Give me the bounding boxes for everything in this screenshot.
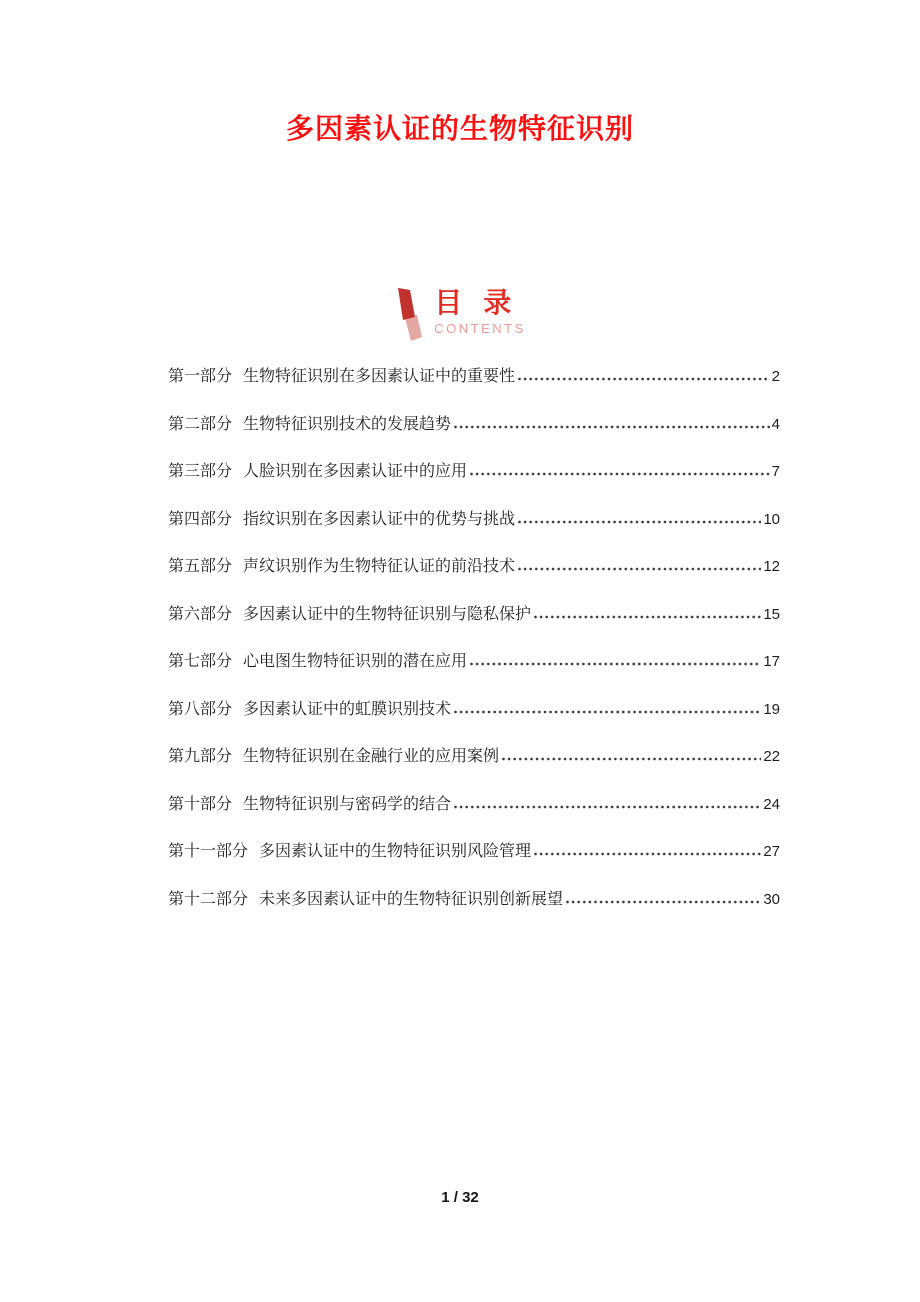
toc-entry-label: 第一部分 生物特征识别在多因素认证中的重要性: [168, 368, 516, 385]
page-indicator: 1 / 32: [441, 1189, 479, 1206]
toc-header: [0, 288, 920, 342]
toc-entry-label: 第三部分 人脸识别在多因素认证中的应用: [168, 463, 468, 480]
toc-entry-label: 第二部分 生物特征识别技术的发展趋势: [168, 415, 452, 433]
toc-entry-page: 2: [771, 368, 780, 385]
toc-entry-page: 19: [763, 700, 780, 718]
toc-list: [168, 363, 780, 933]
toc-leader-dots: [518, 520, 761, 524]
toc-entry[interactable]: [168, 696, 780, 744]
toc-entry-label: 第四部分 指纹识别在多因素认证中的优势与挑战: [168, 510, 516, 528]
toc-leader-dots: [566, 900, 761, 904]
toc-entry-page: 30: [763, 890, 780, 908]
toc-entry[interactable]: [168, 886, 780, 934]
toc-entry-label: 第五部分 声纹识别作为生物特征认证的前沿技术: [168, 558, 516, 575]
ribbon-bookmark-icon: [394, 288, 424, 342]
toc-entry[interactable]: [168, 411, 780, 459]
toc-leader-dots: [534, 852, 761, 856]
toc-header-text: [434, 288, 526, 336]
toc-leader-dots: [502, 757, 761, 761]
toc-leader-dots: [518, 567, 761, 571]
toc-entry[interactable]: [168, 458, 780, 506]
toc-entry[interactable]: [168, 791, 780, 839]
toc-entry-label: 第十部分 生物特征识别与密码学的结合: [168, 795, 452, 813]
toc-entry[interactable]: [168, 553, 780, 601]
toc-entry[interactable]: [168, 506, 780, 554]
document-title: 多因素认证的生物特征识别: [285, 113, 634, 144]
toc-leader-dots: [454, 710, 761, 714]
toc-entry[interactable]: [168, 743, 780, 791]
toc-entry-label: 第十二部分 未来多因素认证中的生物特征识别创新展望: [168, 890, 564, 908]
toc-heading: 目 录: [434, 288, 512, 319]
toc-leader-dots: [470, 472, 770, 476]
toc-entry[interactable]: [168, 648, 780, 696]
page-footer: [0, 1189, 920, 1206]
toc-entry-page: 27: [763, 843, 780, 860]
toc-entry-page: 17: [763, 653, 780, 670]
toc-entry-label: 第八部分 多因素认证中的虹膜识别技术: [168, 700, 452, 718]
toc-entry-label: 第九部分 生物特征识别在金融行业的应用案例: [168, 748, 500, 765]
toc-entry-page: 22: [763, 748, 780, 765]
toc-leader-dots: [518, 377, 770, 381]
toc-entry-page: 7: [771, 463, 780, 480]
toc-entry-page: 24: [763, 795, 780, 813]
toc-entry-label: 第十一部分 多因素认证中的生物特征识别风险管理: [168, 843, 532, 860]
toc-leader-dots: [454, 425, 770, 429]
toc-entry[interactable]: [168, 838, 780, 886]
toc-leader-dots: [534, 615, 761, 619]
toc-leader-dots: [470, 662, 761, 666]
toc-entry-page: 4: [771, 415, 780, 433]
toc-entry-page: 12: [763, 558, 780, 575]
toc-entry[interactable]: [168, 363, 780, 411]
toc-leader-dots: [454, 805, 761, 809]
toc-entry-page: 10: [763, 510, 780, 528]
toc-entry[interactable]: [168, 601, 780, 649]
toc-entry-label: 第六部分 多因素认证中的生物特征识别与隐私保护: [168, 605, 532, 623]
toc-subheading: CONTENTS: [434, 321, 526, 336]
toc-entry-label: 第七部分 心电图生物特征识别的潜在应用: [168, 653, 468, 670]
toc-entry-page: 15: [763, 605, 780, 623]
